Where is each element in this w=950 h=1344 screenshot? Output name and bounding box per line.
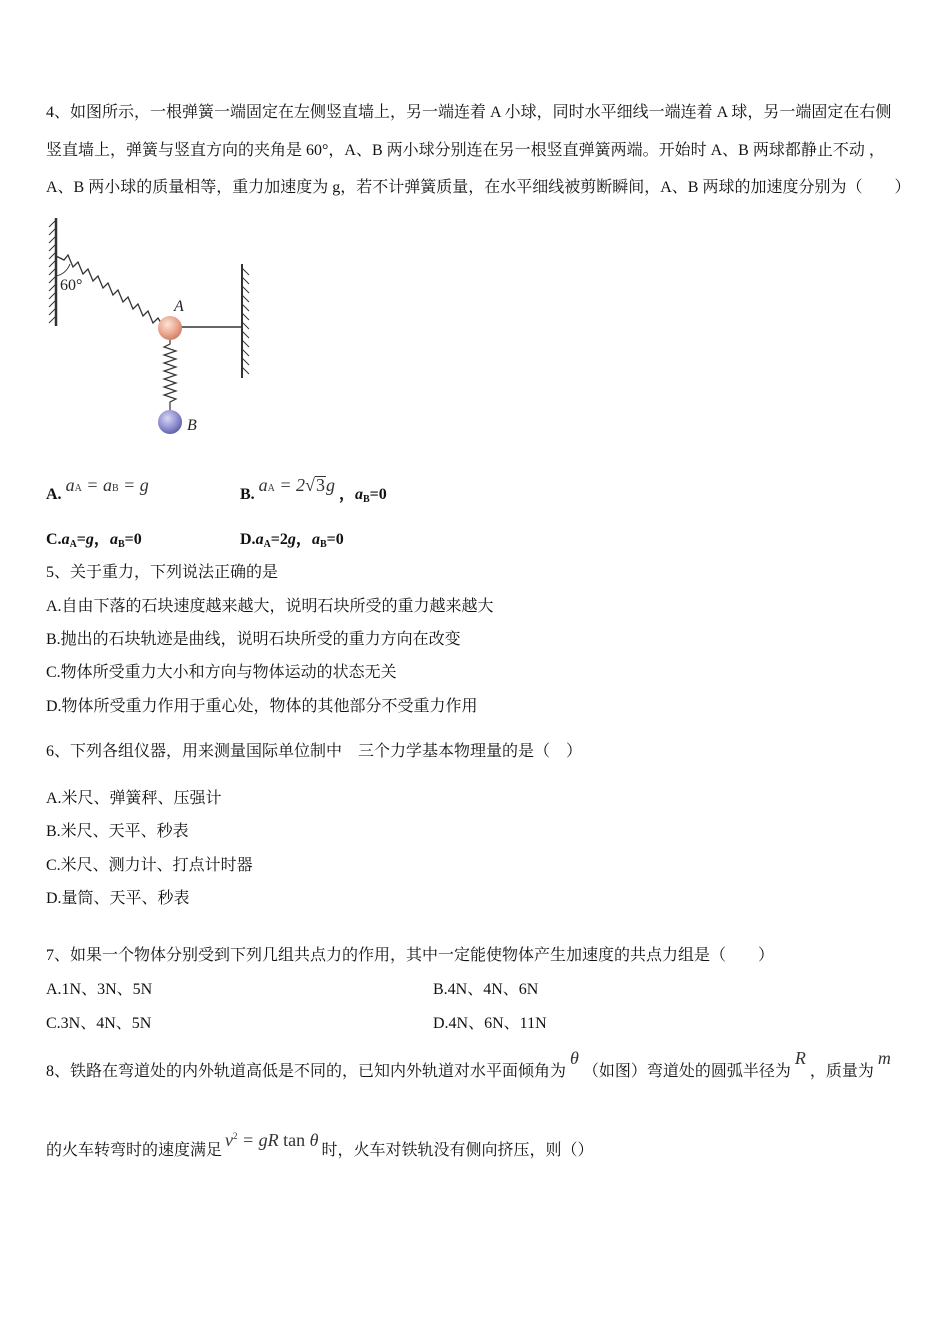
q4-option-b-prefix: B. xyxy=(240,486,255,503)
q4-stem-line-2: 竖直墙上，弹簧与竖直方向的夹角是 60°，A、B 两小球分别连在另一根竖直弹簧两端。开始时 A、B 两球都静止不动 ， xyxy=(46,142,885,159)
q4-option-c: $C.a_A=g$，$a_B=0$ xyxy=(46,531,142,550)
right-wall-hatching xyxy=(242,268,249,374)
q6-stem: 6、下列各组仪器，用来测量国际单位制中 三个力学基本物理量的是（ ） xyxy=(46,743,583,760)
angle-arc xyxy=(56,264,70,276)
q8-line-1 xyxy=(46,1048,891,1082)
q8-text-e: 时，火车对铁轨没有侧向挤压，则（） xyxy=(321,1142,594,1159)
q4-option-b-formula: aA = 2√3g xyxy=(258,475,335,495)
q8-mass-symbol: m xyxy=(877,1048,891,1068)
q6-option-c: C.米尺、测力计、打点计时器 xyxy=(46,857,253,874)
q7-option-c: C.3N、4N、5N xyxy=(46,1015,152,1032)
q4-stem-line-1: 4、如图所示，一根弹簧一端固定在左侧竖直墙上，另一端连着 A 小球，同时水平细线一端连着 A 球，另一端固定在右侧 xyxy=(46,104,892,121)
q4-spring-figure xyxy=(46,214,256,444)
ball-b-label: B xyxy=(187,417,197,434)
q6-option-a: A.米尺、弹簧秤、压强计 xyxy=(46,790,222,807)
q4-option-a-prefix: A. xyxy=(46,486,62,503)
q6-option-d: D.量筒、天平、秒表 xyxy=(46,890,190,907)
ball-b xyxy=(158,410,182,434)
q7-option-b: B.4N、4N、6N xyxy=(433,981,539,998)
q8-formula: $v^2$ = gR tan θ xyxy=(225,1130,319,1150)
q8-text-a: 8、铁路在弯道处的内外轨道高低是不同的，已知内外轨道对水平面倾角为 xyxy=(46,1063,567,1080)
q4-option-b: B. aA = 2√3g ，$a_B=0$ xyxy=(240,475,387,505)
q7-option-a: A.1N、3N、5N xyxy=(46,981,153,998)
q5-stem: 5、关于重力，下列说法正确的是 xyxy=(46,564,279,581)
q7-stem: 7、如果一个物体分别受到下列几组共点力的作用，其中一定能使物体产生加速度的共点力组是（ ） xyxy=(46,947,775,964)
q4-option-a-formula: aA = aB = g xyxy=(65,475,149,495)
angle-label: 60° xyxy=(60,277,83,294)
q4-option-a xyxy=(46,475,149,507)
q8-text-d: 的火车转弯时的速度满足 xyxy=(46,1142,223,1159)
q8-radius-symbol: R xyxy=(794,1048,806,1068)
ball-a-label: A xyxy=(174,298,184,315)
q8-text-c: ，质量为 xyxy=(809,1063,874,1080)
q4-stem-line-3: A、B 两小球的质量相等，重力加速度为 g，若不计弹簧质量，在水平细线被剪断瞬间，A、B 两球的加速度分别为（ ） xyxy=(46,179,911,196)
q8-text-b: （如图）弯道处的圆弧半径为 xyxy=(582,1063,791,1080)
q5-option-a: A.自由下落的石块速度越来越大，说明石块所受的重力越来越大 xyxy=(46,598,494,615)
q8-line-2 xyxy=(46,1130,594,1161)
q8-theta: θ xyxy=(570,1048,579,1068)
q5-option-d: D.物体所受重力作用于重心处，物体的其他部分不受重力作用 xyxy=(46,698,478,715)
ball-a xyxy=(158,316,182,340)
vertical-spring xyxy=(164,338,176,410)
q5-option-b: B.抛出的石块轨迹是曲线，说明石块所受的重力方向在改变 xyxy=(46,631,461,648)
q4-option-d: $D.a_A=2g$，$a_B=0$ xyxy=(240,531,344,550)
q5-option-c: C.物体所受重力大小和方向与物体运动的状态无关 xyxy=(46,664,397,681)
q7-option-d: D.4N、6N、11N xyxy=(433,1015,547,1032)
q6-option-b: B.米尺、天平、秒表 xyxy=(46,823,189,840)
